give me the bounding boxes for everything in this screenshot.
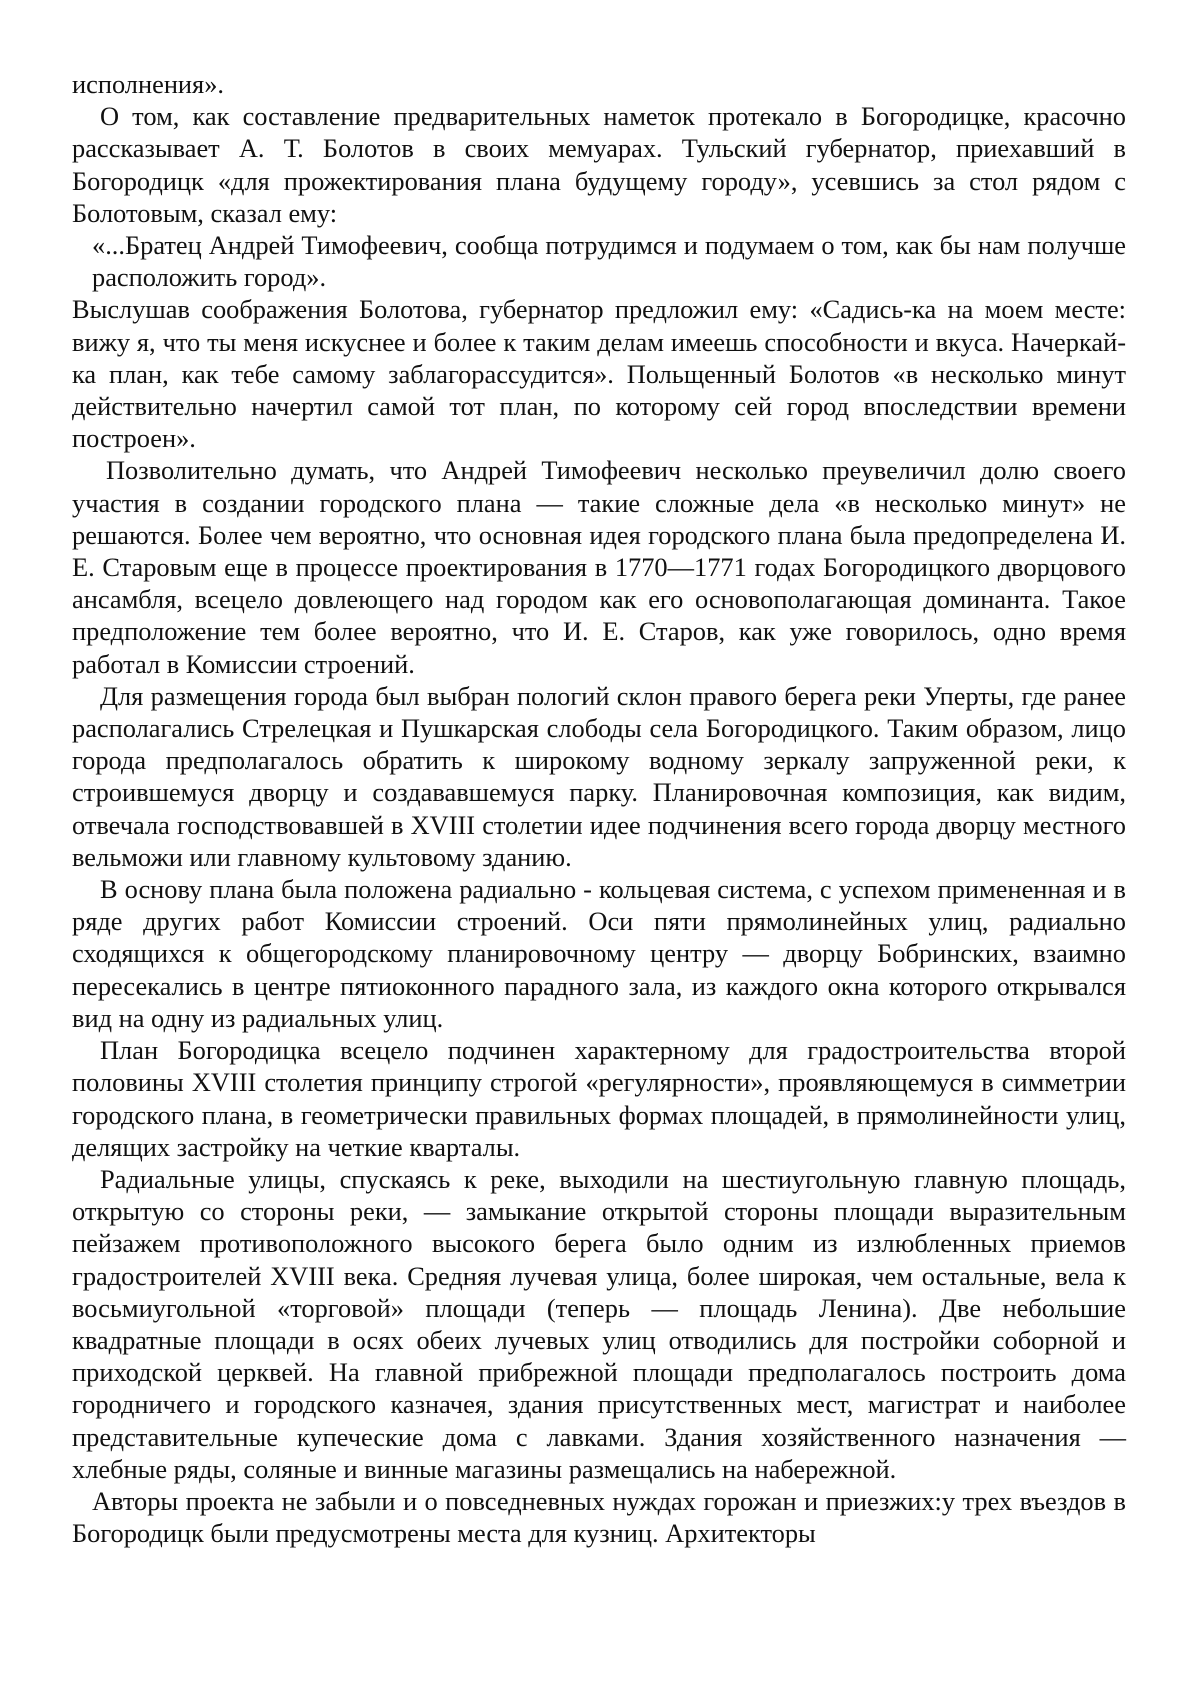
document-page	[72, 68, 1126, 1549]
paragraph-regularity: План Богородицка всецело подчинен характерному для градостроительства второй половины XVIII столетия принципу строгой «регулярности», проявляющемуся в симметрии городского плана, в геометрически правильных формах площадей, в прямолинейности улиц, делящих застройку на четкие кварталы.	[72, 1035, 1126, 1162]
paragraph-radial-system: В основу плана была положена радиально - кольцевая система, с успехом примененная и в ряде других работ Комиссии строений. Оси пяти прямолинейных улиц, радиально сходящихся к общегородскому планировочному центру — дворцу Бобринских, взаимно пересекались в центре пятиоконного парадного зала, из каждого окна которого открывался вид на одну из радиальных улиц.	[72, 874, 1126, 1033]
paragraph-starov-idea: Позволительно думать, что Андрей Тимофеевич несколько преувеличил долю своего участия в создании городского плана — такие сложные дела «в несколько минут» не решаются. Более чем вероятно, что основная идея городского плана была предопределена И. Е. Старовым еще в процессе проектирования в 1770—1771 годах Богородицкого дворцового ансамбля, всецело довлеющего над городом как его основополагающая доминанта. Такое предположение тем более вероятно, что И. Е. Старов, как уже говорилось, одно время работал в Комиссии строений.	[72, 455, 1126, 679]
paragraph-governor-quote: «...Братец Андрей Тимофеевич, сообща потрудимся и подумаем о том, как бы нам получше расположить город».	[92, 230, 1126, 293]
paragraph-bolotov-memoirs: О том, как составление предварительных наметок протекало в Богородицке, красочно рассказывает А. Т. Болотов в своих мемуарах. Тульский губернатор, приехавший в Богородицк «для прожектирования плана будущему городу», усевшись за стол рядом с Болотовым, сказал ему:	[72, 101, 1126, 228]
paragraph-smithies: Авторы проекта не забыли и о повседневных нуждах горожан и приезжих:у трех въездов в Богородицк были предусмотрены места для кузниц. Архитекторы	[72, 1485, 1126, 1549]
paragraph-city-placement: Для размещения города был выбран пологий склон правого берега реки Уперты, где ранее располагались Стрелецкая и Пушкарская слободы села Богородицкого. Таким образом, лицо города предполагалось обратить к широкому водному зеркалу запруженной реки, к строившемуся дворцу и создававшемуся парку. Планировочная композиция, как видим, отвечала господствовавшей в XVIII столетии идее подчинения всего города дворцу местного вельможи или главному культовому зданию.	[72, 680, 1126, 872]
paragraph-governor-proposal: Выслушав соображения Болотова, губернатор предложил ему: «Садись-ка на моем месте: вижу я, что ты меня искуснее и более к таким делам имеешь способности и вкуса. Начеркай-ка план, как тебе самому заблагорассудится». Польщенный Болотов «в несколько минут действительно начертил самой тот план, по которому сей город впоследствии времени построен».	[72, 294, 1126, 454]
paragraph-continuation: исполнения».	[72, 69, 224, 99]
paragraph-squares: Радиальные улицы, спускаясь к реке, выходили на шестиугольную главную площадь, открытую со стороны реки, — замыкание открытой стороны площади выразительным пейзажем противоположного высокого берега было одним из излюбленных приемов градостроителей XVIII века. Средняя лучевая улица, более широкая, чем остальные, вела к восьмиугольной «торговой» площади (теперь — площадь Ленина). Две небольшие квадратные площади в осях обеих лучевых улиц отводились для постройки соборной и приходской церквей. На главной прибрежной площади предполагалось построить дома городничего и городского казначея, здания присутственных мест, магистрат и наиболее представительные купеческие дома с лавками. Здания хозяйственного назначения — хлебные ряды, соляные и винные магазины размещались на набережной.	[72, 1163, 1126, 1484]
